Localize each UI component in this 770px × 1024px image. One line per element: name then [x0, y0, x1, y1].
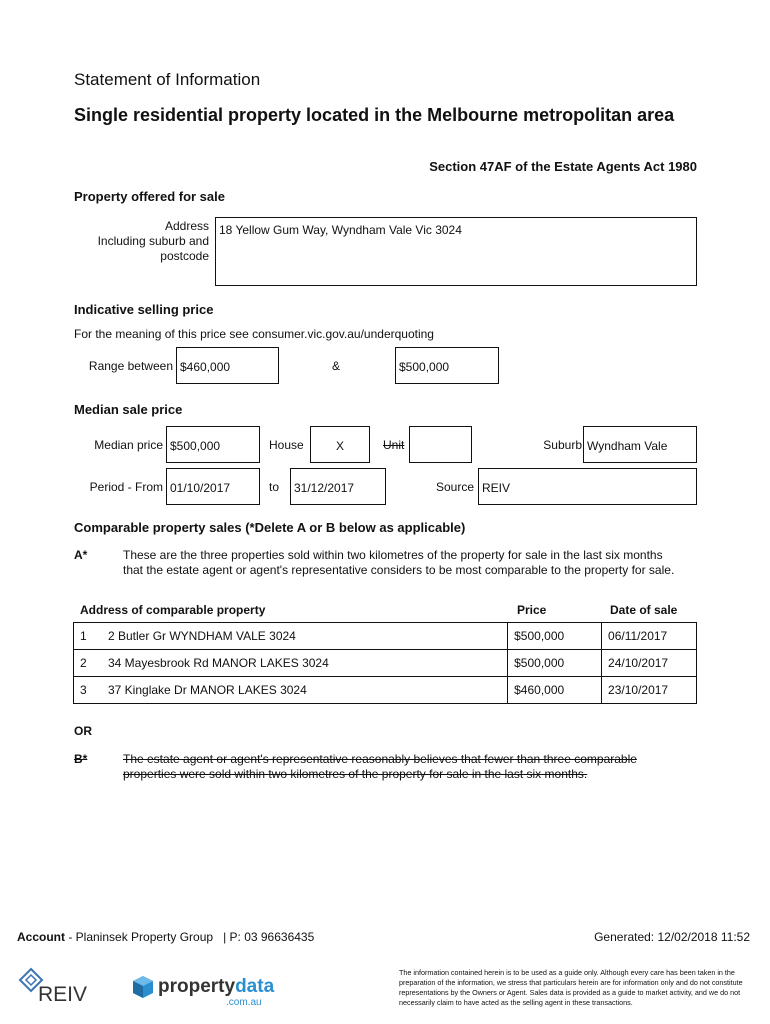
unit-field[interactable]: [409, 426, 472, 463]
main-title: Single residential property located in the Melbourne metropolitan area: [74, 105, 675, 125]
propertydata-cube-icon: [130, 974, 156, 1000]
comparable-table: [73, 622, 697, 704]
range-label: Range between: [88, 359, 173, 373]
option-a-text: These are the three properties sold within two kilometres of the property for sale in the last six months that the estate agent or agent's representative considers to be most comparable to the property for sale.: [123, 548, 675, 577]
col-address-header: Address of comparable property: [80, 603, 266, 617]
table-row: [74, 650, 697, 677]
comp-price-cell[interactable]: $500,000: [508, 650, 602, 677]
section-act: Section 47AF of the Estate Agents Act 1980: [429, 159, 697, 174]
house-label: House: [269, 438, 304, 452]
period-from-field[interactable]: 01/10/2017: [166, 468, 260, 505]
option-b-label: B*: [74, 752, 88, 766]
comp-date-cell[interactable]: 23/10/2017: [602, 677, 697, 704]
table-row: [74, 623, 697, 650]
range-high-field[interactable]: $500,000: [395, 347, 499, 384]
comp-address-cell[interactable]: 1 2 Butler Gr WYNDHAM VALE 3024: [74, 623, 508, 650]
property-heading: Property offered for sale: [74, 189, 225, 204]
unit-label: Unit: [383, 438, 405, 452]
col-date-header: Date of sale: [610, 603, 678, 617]
comp-address-cell[interactable]: 3 37 Kinglake Dr MANOR LAKES 3024: [74, 677, 508, 704]
address-label-1: Address: [164, 219, 209, 233]
col-price-header: Price: [517, 603, 547, 617]
address-label-3: postcode: [160, 249, 209, 263]
propertydata-logo-text: propertydata: [158, 976, 275, 997]
address-label-2: Including suburb and: [97, 234, 209, 248]
propertydata-domain: .com.au: [226, 997, 262, 1008]
reiv-logo-text: REIV: [38, 983, 88, 1006]
option-b-text: The estate agent or agent's representative reasonably believes that fewer than three comparable properties were sold within two kilometres of the property for sale in the last six months.: [123, 752, 637, 781]
account-line: Account - Planinsek Property Group | P: 03 96636435: [17, 930, 315, 944]
comp-date-cell[interactable]: 06/11/2017: [602, 623, 697, 650]
suburb-label: Suburb: [543, 438, 582, 452]
option-a-label: A*: [74, 548, 88, 562]
table-row: [74, 677, 697, 704]
house-field[interactable]: X: [310, 426, 370, 463]
propertydata-logo: [130, 972, 280, 1008]
meaning-text: For the meaning of this price see consumer.vic.gov.au/underquoting: [74, 327, 434, 341]
address-field[interactable]: 18 Yellow Gum Way, Wyndham Vale Vic 3024: [215, 217, 697, 286]
range-low-field[interactable]: $460,000: [176, 347, 279, 384]
or-label: OR: [74, 724, 92, 738]
reiv-logo: [18, 966, 98, 1006]
comp-date-cell[interactable]: 24/10/2017: [602, 650, 697, 677]
median-price-field[interactable]: $500,000: [166, 426, 260, 463]
period-to-label: to: [269, 480, 280, 494]
comp-address-cell[interactable]: 2 34 Mayesbrook Rd MANOR LAKES 3024: [74, 650, 508, 677]
period-from-label: Period - From: [89, 480, 163, 494]
comp-price-cell[interactable]: $460,000: [508, 677, 602, 704]
document-title: Statement of Information: [74, 70, 261, 89]
source-field[interactable]: REIV: [478, 468, 697, 505]
median-heading: Median sale price: [74, 402, 183, 417]
indicative-heading: Indicative selling price: [74, 302, 214, 317]
suburb-field[interactable]: Wyndham Vale: [583, 426, 697, 463]
generated-timestamp: Generated: 12/02/2018 11:52: [594, 930, 750, 944]
comp-price-cell[interactable]: $500,000: [508, 623, 602, 650]
period-to-field[interactable]: 31/12/2017: [290, 468, 386, 505]
median-price-label: Median price: [94, 438, 163, 452]
source-label: Source: [435, 480, 474, 494]
comparable-heading: Comparable property sales (*Delete A or B below as applicable): [74, 520, 466, 535]
range-ampersand: &: [332, 359, 341, 373]
disclaimer-text: The information contained herein is to be used as a guide only. Although every care has been taken in the preparation of the information, we stress that particulars herein are for information only and do not constitute representations by the Owners or Agent. Sales data is provided as a guide to market activity, and we do not necessarily claim to have acted as the selling agent in these transactions.: [399, 968, 743, 1007]
